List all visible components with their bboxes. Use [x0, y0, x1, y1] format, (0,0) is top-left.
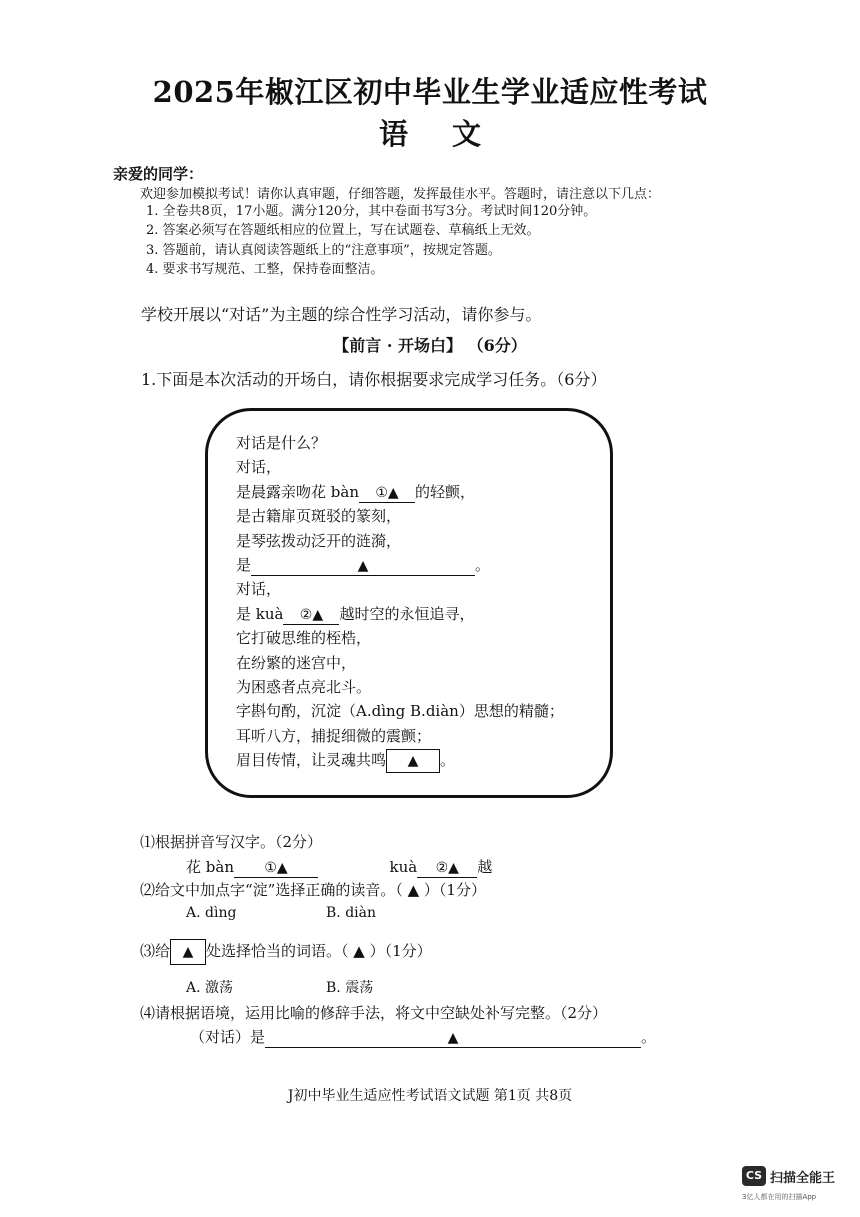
- poem-line: 为困惑者点亮北斗。: [236, 678, 372, 697]
- scanner-logo: CS: [742, 1166, 766, 1186]
- subquestion-1: ⑴根据拼音写汉字。（2分）: [140, 833, 323, 851]
- page-footer: J初中毕业生适应性考试语文试题 第1页 共8页: [287, 1088, 573, 1104]
- instructions-notes: [146, 202, 596, 279]
- note-item: 3. 答题前，请认真阅读答题纸上的“注意事项”，按规定答题。: [146, 242, 501, 258]
- poem-line: 对话，: [236, 580, 282, 599]
- activity-intro: 学校开展以“对话”为主题的综合性学习活动，请你参与。: [141, 305, 542, 324]
- subquestion-4-blank: （对话）是 ▲ 。: [190, 1028, 657, 1046]
- poem-line: 在纷繁的迷宫中，: [236, 653, 357, 672]
- subject-title: 语文: [378, 117, 525, 151]
- word-choice-box: ▲: [386, 749, 440, 773]
- scanner-app-name: 扫描全能王: [770, 1171, 836, 1186]
- poem-line: 对话，: [236, 458, 282, 477]
- box-marker: ▲: [170, 939, 206, 965]
- scanner-tagline: 3亿人都在用的扫描App: [742, 1193, 817, 1201]
- poem-line: 字斟句酌，沉淀（A.dìng B.diàn）思想的精髓；: [236, 702, 564, 721]
- blank-2: ②▲: [283, 606, 339, 625]
- poem-line: 耳听八方，捕捉细微的震颤；: [236, 726, 432, 745]
- poem-line: 是 ▲ 。: [236, 556, 491, 575]
- option-a: A. dìng: [186, 905, 237, 921]
- poem-line: 是 kuà ②▲ 越时空的永恒追寻，: [236, 604, 475, 623]
- poem-line: 是古籍扉页斑驳的篆刻，: [236, 507, 402, 526]
- note-item: 2. 答案必须写在答题纸相应的位置上，写在试题卷、草稿纸上无效。: [146, 223, 540, 239]
- blank-1: ①▲: [359, 484, 415, 503]
- subquestion-2: ⑵给文中加点字“淀”选择正确的读音。（ ▲ ）（1分）: [140, 881, 486, 899]
- answer-blank-4: ▲: [265, 1029, 641, 1048]
- poem-line: 它打破思维的桎梏，: [236, 629, 372, 648]
- poem-line: 是晨露亲吻花 bàn ①▲ 的轻颤，: [236, 482, 475, 501]
- option-a: A. 激荡: [186, 980, 234, 996]
- option-b: B. 震荡: [326, 980, 374, 996]
- poem-line: 眉目传情，让灵魂共鸣 ▲ 。: [236, 748, 564, 773]
- option-b: B. diàn: [326, 905, 376, 921]
- answer-blank-1: ①▲: [234, 859, 318, 878]
- section-heading: 【前言 · 开场白】 （6分）: [333, 336, 527, 355]
- note-item: 4. 要求书写规范、工整，保持卷面整洁。: [146, 261, 384, 277]
- poem-text: [236, 431, 564, 773]
- answer-blank-2: ②▲: [417, 859, 477, 878]
- subquestion-4: ⑷请根据语境，运用比喻的修辞手法，将文中空缺处补写完整。（2分）: [140, 1004, 608, 1022]
- poem-line: 是琴弦拨动泛开的涟漪，: [236, 531, 402, 550]
- greeting: 亲爱的同学：: [113, 165, 204, 183]
- question-1: 1.下面是本次活动的开场白，请你根据要求完成学习任务。（6分）: [141, 370, 607, 389]
- note-item: 1. 全卷共8页，17小题。满分120分，其中卷面书写3分。考试时间120分钟。: [146, 204, 597, 219]
- exam-title: 2025年椒江区初中毕业生学业适应性考试: [152, 75, 708, 109]
- poem-line: 对话是什么？: [236, 434, 327, 452]
- subquestion-3: ⑶给 ▲ 处选择恰当的词语。（ ▲ ）（1分）: [140, 939, 432, 965]
- subquestion-1-blanks: 花 bàn ①▲ kuà ②▲ 越: [186, 858, 493, 876]
- instructions-intro: 欢迎参加模拟考试！请你认真审题，仔细答题，发挥最佳水平。答题时，请注意以下几点：: [140, 187, 661, 202]
- metaphor-blank: ▲: [251, 557, 475, 576]
